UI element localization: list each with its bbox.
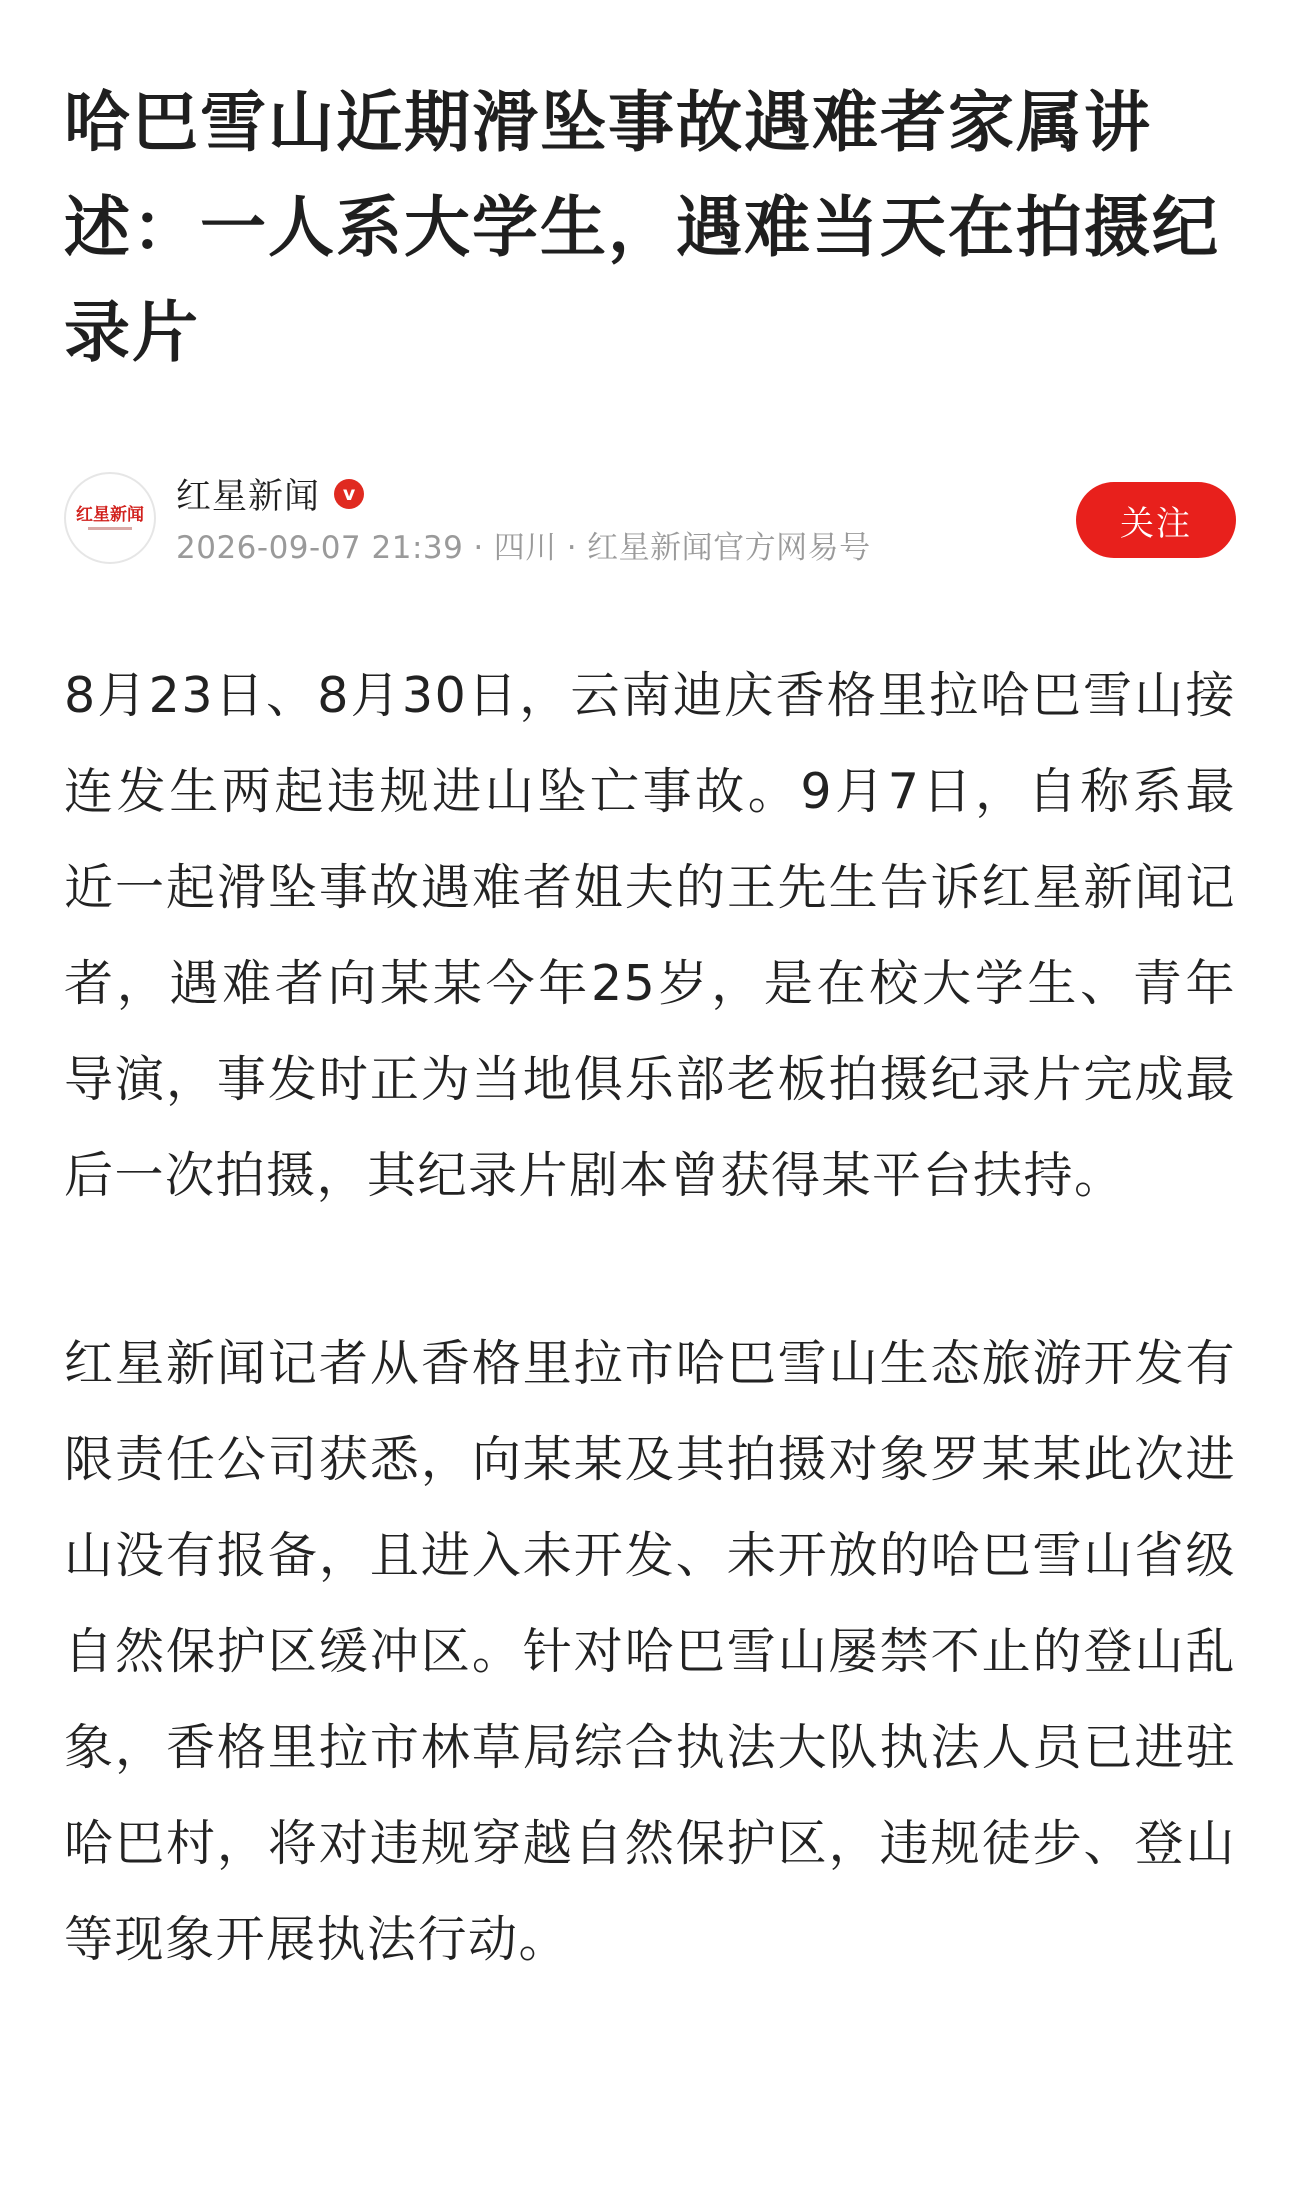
follow-button[interactable]: 关注 — [1076, 482, 1236, 558]
article-paragraph: 8月23日、8月30日，云南迪庆香格里拉哈巴雪山接连发生两起违规进山坠亡事故。9月7日，自称系最近一起滑坠事故遇难者姐夫的王先生告诉红星新闻记者，遇难者向某某今年25岁，是在校大学生、青年导演，事发时正为当地俱乐部老板拍摄纪录片完成最后一次拍摄，其纪录片剧本曾获得某平台扶持。 — [64, 667, 1236, 1204]
article-meta — [176, 522, 871, 567]
author-name-line — [176, 470, 364, 518]
publish-location: 四川 — [493, 530, 557, 566]
avatar-logo-underline — [88, 527, 132, 530]
author-avatar[interactable] — [64, 472, 156, 564]
meta-separator: · — [566, 530, 578, 566]
publish-date: 2026-09-07 21:39 — [176, 530, 464, 566]
author-name[interactable]: 红星新闻 — [176, 477, 321, 517]
article-body — [64, 648, 1236, 1988]
avatar-logo-text: 红星新闻 — [76, 505, 144, 525]
author-row — [64, 470, 1236, 570]
article-title: 哈巴雪山近期滑坠事故遇难者家属讲述：一人系大学生，遇难当天在拍摄纪录片 — [64, 84, 1220, 371]
article-paragraph: 红星新闻记者从香格里拉市哈巴雪山生态旅游开发有限责任公司获悉，向某某及其拍摄对象罗某某此次进山没有报备，且进入未开发、未开放的哈巴雪山省级自然保护区缓冲区。针对哈巴雪山屡禁不止的登山乱象，香格里拉市林草局综合执法大队执法人员已进驻哈巴村，将对违规穿越自然保护区，违规徒步、登山等现象开展执法行动。 — [64, 1335, 1236, 1968]
publish-source: 红星新闻官方网易号 — [587, 530, 871, 566]
verified-badge-icon: v — [334, 479, 364, 509]
meta-separator: · — [473, 530, 484, 566]
